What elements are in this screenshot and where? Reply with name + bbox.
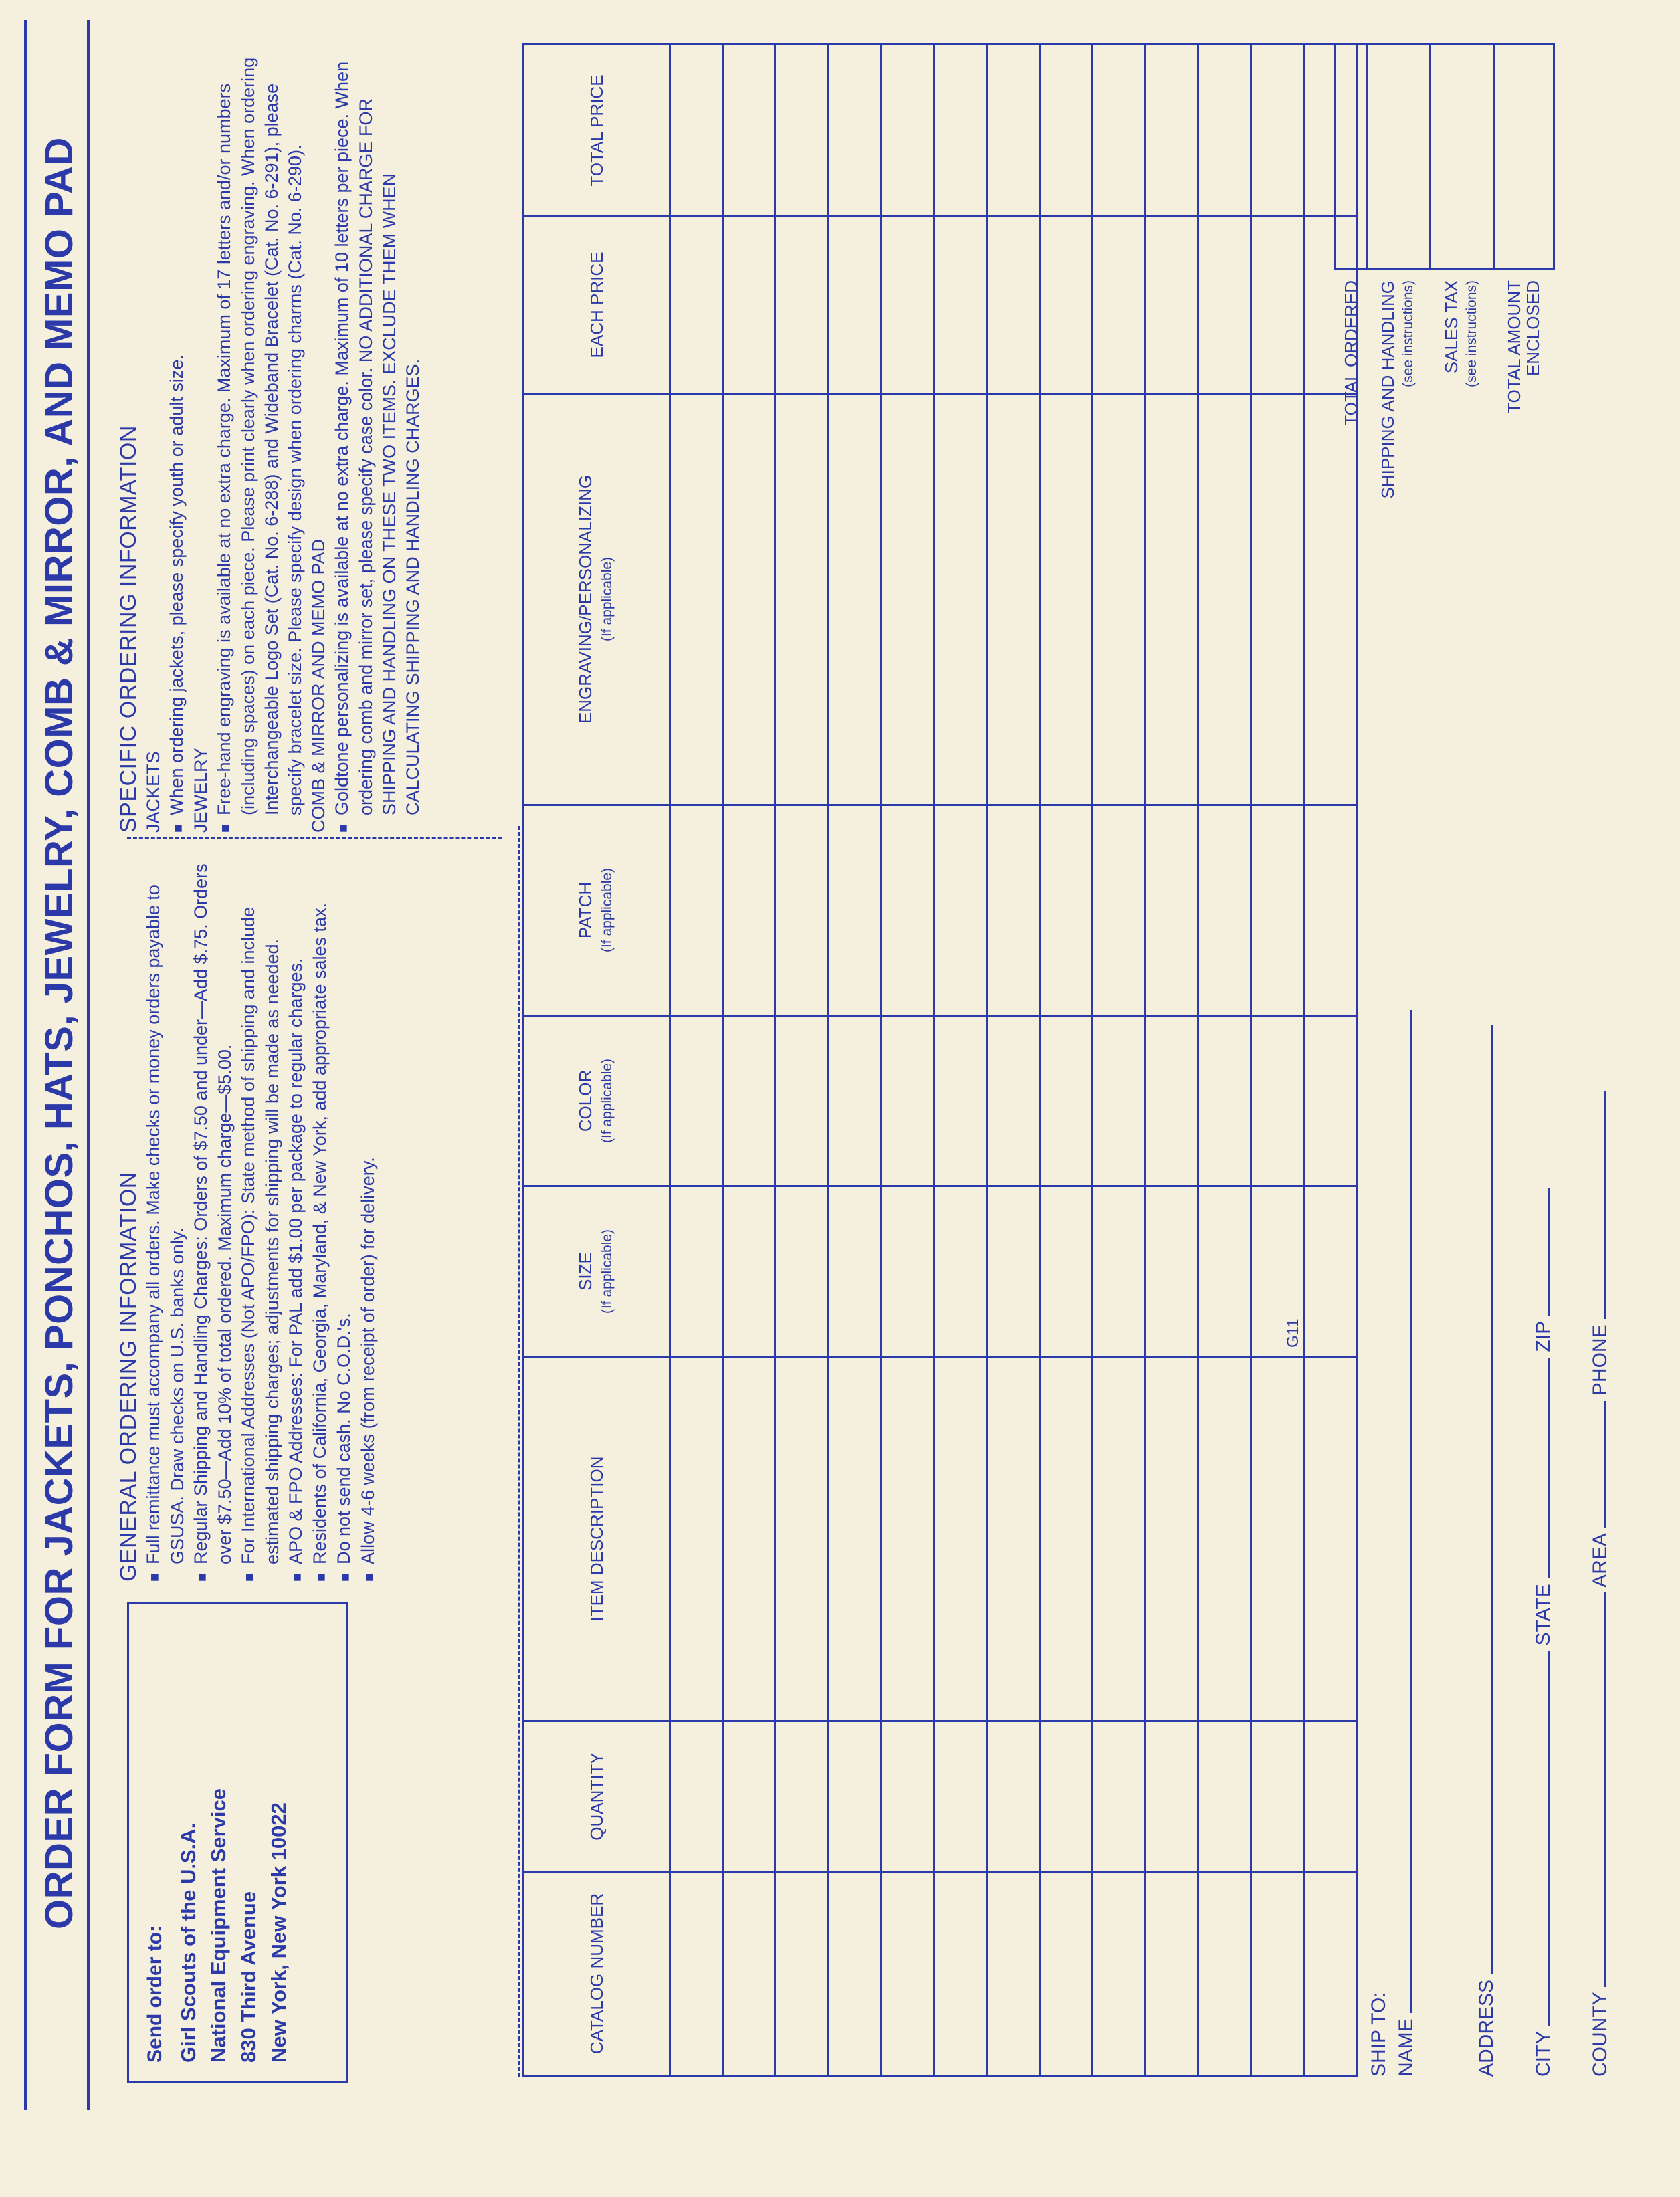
general-item: ■ For International Addresses (Not APO/FPO): State method of shipping and include estimated shipping charges; adjustments for shipping will be made as needed.	[237, 846, 284, 1582]
city-label: CITY	[1532, 2031, 1554, 2077]
order-cell[interactable]	[1198, 1186, 1251, 1357]
order-cell[interactable]	[1146, 217, 1198, 394]
order-cell[interactable]	[1198, 1016, 1251, 1186]
general-item: ■ APO & FPO Addresses: For PAL add $1.00 per package to regular charges.	[284, 846, 308, 1582]
order-cell[interactable]	[670, 1016, 723, 1186]
order-cell[interactable]	[723, 1721, 776, 1872]
order-cell[interactable]	[934, 1186, 987, 1357]
total-enclosed-field[interactable]	[1493, 45, 1554, 269]
col-catalog-number: CATALOG NUMBER	[523, 1872, 670, 2076]
order-cell[interactable]	[723, 1357, 776, 1721]
order-cell[interactable]	[670, 45, 723, 217]
specific-info	[117, 43, 425, 833]
order-cell[interactable]	[987, 805, 1040, 1016]
order-row	[829, 45, 881, 2076]
order-cell[interactable]	[1198, 45, 1251, 217]
jewelry-text: ■ Free-hand engraving is available at no extra charge. Maximum of 17 letters and/or numbers (including spaces) on each piece. Please print clearly when ordering engraving. When ordering Interchangeable Logo Set (Cat. No. 6-288) and Wideband Bracelet (Cat. No. 6-291), please specify bracelet size. Please specify design when ordering charms (Cat. No. 6-290).	[213, 43, 307, 833]
general-item: ■ Do not send cash. No C.O.D.'s.	[332, 846, 356, 1582]
order-row	[670, 45, 723, 2076]
send-line-dept: National Equipment Service	[207, 1788, 230, 2063]
order-cell[interactable]	[723, 1872, 776, 2076]
order-cell[interactable]	[829, 1016, 881, 1186]
general-info	[117, 846, 381, 1582]
order-cell[interactable]	[670, 217, 723, 394]
order-cell[interactable]	[934, 1016, 987, 1186]
order-cell[interactable]	[1146, 1872, 1198, 2076]
order-cell[interactable]	[1040, 394, 1093, 805]
order-cell[interactable]	[881, 1357, 934, 1721]
sales-tax-label: SALES TAX (see instructions)	[1441, 280, 1480, 387]
col-quantity: QUANTITY	[523, 1721, 670, 1872]
order-cell[interactable]	[1093, 45, 1146, 217]
order-cell[interactable]	[934, 1872, 987, 2076]
order-cell[interactable]	[987, 1872, 1040, 2076]
order-row	[1040, 45, 1093, 2076]
horizontal-dashed-divider	[518, 826, 520, 2077]
order-row	[1251, 45, 1304, 2076]
col-patch: PATCH (If applicable)	[523, 805, 670, 1016]
send-line-city: New York, New York 10022	[267, 1802, 290, 2063]
order-cell[interactable]	[987, 394, 1040, 805]
order-cell[interactable]	[1093, 1016, 1146, 1186]
order-cell[interactable]	[1040, 805, 1093, 1016]
order-cell[interactable]	[1093, 1357, 1146, 1721]
order-row	[1198, 45, 1251, 2076]
order-cell[interactable]	[829, 1186, 881, 1357]
totals-box	[1334, 43, 1555, 732]
state-field[interactable]	[1532, 1358, 1550, 1578]
order-cell[interactable]	[776, 394, 829, 805]
order-cell[interactable]	[776, 1872, 829, 2076]
order-cell[interactable]	[670, 394, 723, 805]
order-cell[interactable]	[1198, 394, 1251, 805]
jewelry-heading: JEWELRY	[191, 747, 211, 833]
top-rule	[24, 20, 27, 2110]
order-cell[interactable]	[934, 45, 987, 217]
area-label: AREA	[1589, 1534, 1611, 1588]
order-cell[interactable]	[881, 217, 934, 394]
order-cell[interactable]	[1146, 1186, 1198, 1357]
order-row	[1093, 45, 1146, 2076]
order-cell[interactable]	[881, 805, 934, 1016]
shipping-field[interactable]	[1366, 45, 1430, 269]
comb-text: ■ Goldtone personalizing is available at no extra charge. Maximum of 10 letters per piece. When ordering comb and mirror set, please specify case color. NO ADDITIONAL CHARGE FOR SHIPPING AND HANDLING ON THESE TWO ITEMS. EXCLUDE THEM WHEN CALCULATING SHIPPING AND HANDLING CHARGES.	[330, 43, 425, 833]
order-cell[interactable]	[1040, 217, 1093, 394]
order-cell[interactable]	[1040, 45, 1093, 217]
order-cell[interactable]	[776, 805, 829, 1016]
comb-heading: COMB & MIRROR AND MEMO PAD	[308, 538, 328, 833]
specific-info-title: SPECIFIC ORDERING INFORMATION	[116, 425, 141, 833]
order-cell[interactable]	[987, 1721, 1040, 1872]
order-cell[interactable]	[776, 1721, 829, 1872]
order-cell[interactable]	[829, 805, 881, 1016]
send-order-label: Send order to:	[144, 1925, 166, 2063]
order-cell[interactable]	[987, 217, 1040, 394]
order-row	[934, 45, 987, 2076]
order-cell[interactable]	[670, 805, 723, 1016]
zip-label: ZIP	[1532, 1321, 1554, 1352]
col-size: SIZE (If applicable)	[523, 1186, 670, 1357]
order-cell[interactable]	[1040, 1186, 1093, 1357]
order-cell[interactable]	[987, 45, 1040, 217]
order-cell[interactable]	[881, 45, 934, 217]
order-cell[interactable]	[776, 45, 829, 217]
order-table-header	[523, 45, 670, 2076]
order-cell[interactable]	[1251, 1721, 1304, 1872]
phone-field[interactable]	[1588, 1091, 1606, 1319]
col-total-price: TOTAL PRICE	[523, 45, 670, 217]
order-cell[interactable]	[829, 394, 881, 805]
phone-label: PHONE	[1589, 1324, 1611, 1396]
county-field[interactable]	[1588, 1592, 1606, 1987]
order-cell[interactable]	[1040, 1357, 1093, 1721]
general-info-title: GENERAL ORDERING INFORMATION	[116, 1172, 141, 1582]
order-cell[interactable]	[1093, 805, 1146, 1016]
order-cell[interactable]	[1146, 45, 1198, 217]
county-label: COUNTY	[1589, 1992, 1611, 2077]
order-cell[interactable]	[670, 1872, 723, 2076]
order-cell[interactable]	[1251, 217, 1304, 394]
order-cell[interactable]	[1093, 1872, 1146, 2076]
form-code: G11	[1284, 1318, 1302, 1348]
order-cell[interactable]	[1040, 1016, 1093, 1186]
general-item: ■ Allow 4-6 weeks (from receipt of order) for delivery.	[356, 846, 381, 1582]
order-cell[interactable]	[1093, 217, 1146, 394]
order-row	[987, 45, 1040, 2076]
order-cell[interactable]	[1146, 805, 1198, 1016]
order-row	[776, 45, 829, 2076]
order-cell[interactable]	[934, 394, 987, 805]
send-order-box	[127, 1602, 348, 2083]
send-line-org: Girl Scouts of the U.S.A.	[177, 1822, 200, 2063]
order-cell[interactable]	[881, 1872, 934, 2076]
name-label: NAME	[1395, 2018, 1417, 2077]
total-ordered-field[interactable]	[1336, 45, 1367, 269]
order-cell[interactable]	[723, 1016, 776, 1186]
order-cell[interactable]	[723, 45, 776, 217]
ship-to-section	[1334, 779, 1649, 2077]
order-cell[interactable]	[1146, 1016, 1198, 1186]
order-cell[interactable]	[723, 1186, 776, 1357]
shipping-label: SHIPPING AND HANDLING (see instructions)	[1378, 280, 1416, 499]
order-cell[interactable]	[776, 1186, 829, 1357]
title-underline	[87, 20, 90, 2110]
order-cell[interactable]	[934, 217, 987, 394]
order-cell[interactable]	[776, 1016, 829, 1186]
name-field[interactable]	[1394, 1010, 1412, 2013]
zip-field[interactable]	[1532, 1188, 1550, 1316]
order-cell[interactable]	[1093, 394, 1146, 805]
order-cell[interactable]	[1040, 1721, 1093, 1872]
general-item: ■ Regular Shipping and Handling Charges: Orders of $7.50 and under—Add $.75. Orders over $7.50—Add 10% of total ordered. Maximum charge—$5.00.	[189, 846, 237, 1582]
order-cell[interactable]	[934, 805, 987, 1016]
col-engraving: ENGRAVING/PERSONALIZING (If applicable)	[523, 394, 670, 805]
order-cell[interactable]	[934, 1357, 987, 1721]
page-title: ORDER FORM FOR JACKETS, PONCHOS, HATS, JEWELRY, COMB & MIRROR, AND MEMO PAD	[37, 137, 81, 1929]
order-cell[interactable]	[670, 1186, 723, 1357]
col-each-price: EACH PRICE	[523, 217, 670, 394]
order-cell[interactable]	[987, 1357, 1040, 1721]
order-cell[interactable]	[934, 1721, 987, 1872]
order-cell[interactable]	[1198, 1357, 1251, 1721]
area-field[interactable]	[1588, 1401, 1606, 1528]
order-row	[723, 45, 776, 2076]
order-cell[interactable]	[829, 1357, 881, 1721]
col-item-description: ITEM DESCRIPTION	[523, 1357, 670, 1721]
order-cell[interactable]	[1251, 1016, 1304, 1186]
order-cell[interactable]	[1146, 394, 1198, 805]
order-cell[interactable]	[1093, 1186, 1146, 1357]
order-row	[1146, 45, 1198, 2076]
order-cell[interactable]	[1251, 1872, 1304, 2076]
order-cell[interactable]	[776, 1357, 829, 1721]
col-color: COLOR (If applicable)	[523, 1016, 670, 1186]
order-table	[522, 43, 1334, 2077]
order-cell[interactable]	[1251, 1357, 1304, 1721]
order-cell[interactable]	[723, 805, 776, 1016]
send-line-street: 830 Third Avenue	[237, 1891, 260, 2063]
order-cell[interactable]	[881, 1186, 934, 1357]
sales-tax-field[interactable]	[1430, 45, 1493, 269]
order-cell[interactable]	[881, 1016, 934, 1186]
order-cell[interactable]	[1198, 217, 1251, 394]
total-ordered-label: TOTAL ORDERED	[1340, 280, 1361, 426]
order-cell[interactable]	[1040, 1872, 1093, 2076]
order-cell[interactable]	[1251, 45, 1304, 217]
order-cell[interactable]	[1198, 805, 1251, 1016]
order-cell[interactable]	[1251, 394, 1304, 805]
order-row	[881, 45, 934, 2076]
order-cell[interactable]	[1198, 1721, 1251, 1872]
order-cell[interactable]	[776, 217, 829, 394]
order-cell[interactable]	[987, 1186, 1040, 1357]
order-cell[interactable]	[881, 1721, 934, 1872]
order-cell[interactable]	[1093, 1721, 1146, 1872]
order-cell[interactable]	[1146, 1721, 1198, 1872]
order-cell[interactable]	[829, 1721, 881, 1872]
jackets-text: ■ When ordering jackets, please specify youth or adult size.	[165, 43, 189, 833]
order-cell[interactable]	[987, 1016, 1040, 1186]
state-label: STATE	[1532, 1584, 1554, 1646]
order-cell[interactable]	[829, 45, 881, 217]
address-label: ADDRESS	[1475, 1979, 1497, 2077]
jackets-heading: JACKETS	[143, 751, 163, 833]
total-enclosed-label: TOTAL AMOUNT ENCLOSED	[1504, 280, 1544, 413]
order-cell[interactable]	[670, 1357, 723, 1721]
order-cell[interactable]	[829, 1872, 881, 2076]
order-cell[interactable]	[670, 1721, 723, 1872]
general-item: ■ Residents of California, Georgia, Maryland, & New York, add appropriate sales tax.	[308, 846, 332, 1582]
ship-to-label: SHIP TO:	[1368, 1992, 1390, 2077]
order-cell[interactable]	[1146, 1357, 1198, 1721]
order-cell[interactable]	[1198, 1872, 1251, 2076]
order-cell[interactable]	[1251, 805, 1304, 1016]
city-field[interactable]	[1532, 1651, 1550, 2026]
general-item: ■ Full remittance must accompany all orders. Make checks or money orders payable to GSUSA. Draw checks on U.S. banks only.	[142, 846, 189, 1582]
order-cell[interactable]	[829, 217, 881, 394]
order-cell[interactable]	[723, 394, 776, 805]
order-cell[interactable]	[881, 394, 934, 805]
address-field[interactable]	[1475, 1025, 1493, 1974]
section-divider-dashed	[127, 837, 502, 839]
order-cell[interactable]	[723, 217, 776, 394]
